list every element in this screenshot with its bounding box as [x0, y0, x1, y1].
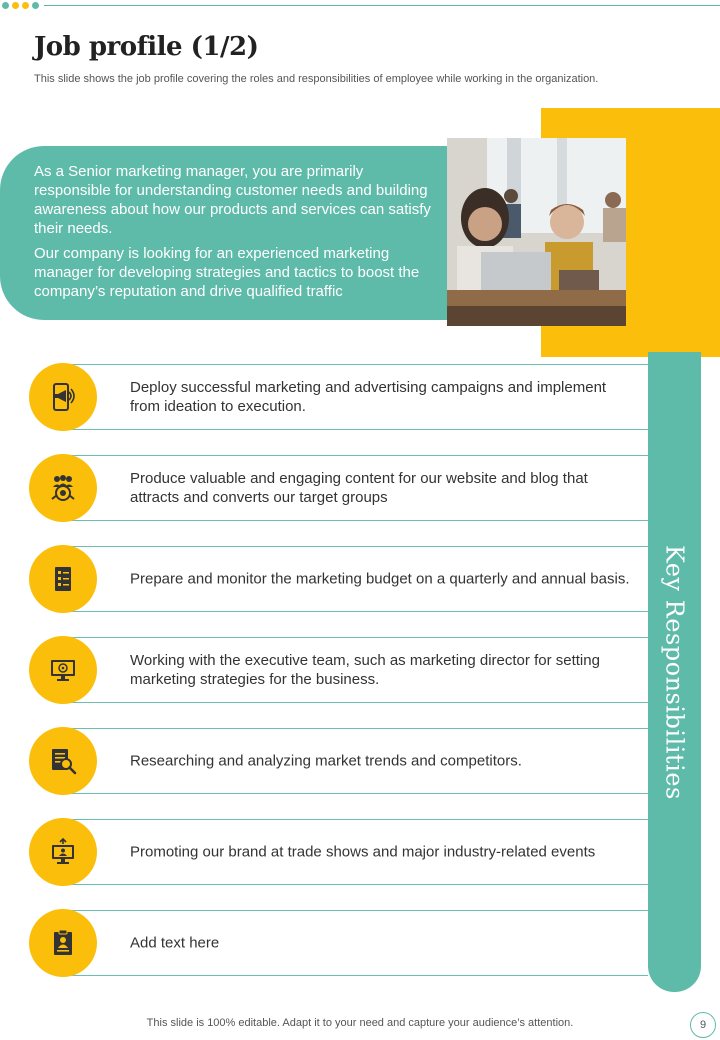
responsibility-row-1: [63, 364, 648, 430]
team-photo: [447, 138, 626, 326]
mobile-megaphone-icon: [29, 363, 97, 431]
responsibility-row-6: [63, 819, 648, 885]
dot-teal-icon: [2, 2, 9, 9]
responsibility-row-5: [63, 728, 648, 794]
responsibility-row-7: [63, 910, 648, 976]
responsibility-text: Add text here: [130, 934, 220, 952]
office-photo-illustration: [447, 138, 626, 326]
top-divider: [44, 5, 720, 6]
team-target-icon: [29, 454, 97, 522]
intro-paragraph-2: Our company is looking for an experienced marketing manager for developing strategies and tactics to boost the company’s reputation and drive qualified traffic: [34, 245, 420, 300]
responsibility-text: Deploy successful marketing and advertising campaigns and implement from ideation to execution.: [130, 379, 607, 415]
footer-note: This slide is 100% editable. Adapt it to your need and capture your audience’s attention.: [146, 1017, 574, 1029]
dot-yellow-icon: [12, 2, 19, 9]
key-responsibilities-label: Key Responsibilities: [660, 544, 689, 800]
responsibility-row-3: [63, 546, 648, 612]
dot-teal-icon: [32, 2, 39, 9]
responsibility-text: Promoting our brand at trade shows and major industry-related events: [130, 843, 596, 861]
responsibility-text: Prepare and monitor the marketing budget on a quarterly and annual basis.: [130, 570, 630, 588]
responsibility-row-4: [63, 637, 648, 703]
page-number: 9: [690, 1012, 716, 1038]
key-responsibilities-label-wrap: [648, 352, 701, 992]
research-magnifier-icon: [29, 727, 97, 795]
clipboard-person-icon: [29, 909, 97, 977]
monitor-strategy-icon: [29, 636, 97, 704]
intro-text: [34, 162, 434, 307]
budget-document-icon: [29, 545, 97, 613]
intro-paragraph-1: As a Senior marketing manager, you are primarily responsible for understanding customer needs and building awareness about how our products and services can satisfy their needs.: [34, 163, 431, 237]
responsibility-row-2: [63, 455, 648, 521]
responsibility-text: Working with the executive team, such as marketing director for setting marketing strategies for the business.: [130, 652, 600, 688]
responsibility-text: Produce valuable and engaging content for our website and blog that attracts and converts our target groups: [130, 470, 588, 506]
page-title: Job profile (1/2): [34, 32, 259, 62]
presentation-screen-icon: [29, 818, 97, 886]
responsibility-text: Researching and analyzing market trends and competitors.: [130, 752, 522, 770]
page-subtitle: This slide shows the job profile covering the roles and responsibilities of employee while working in the organization.: [34, 73, 599, 85]
window-dots: [2, 2, 39, 9]
dot-yellow-icon: [22, 2, 29, 9]
